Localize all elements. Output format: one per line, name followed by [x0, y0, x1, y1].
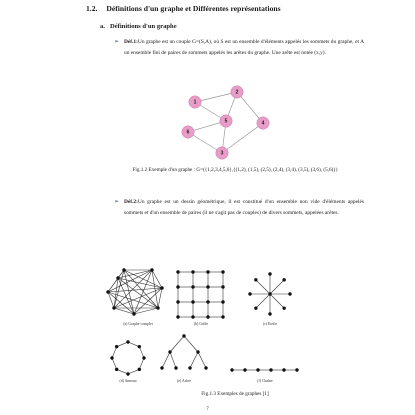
- ring-node: [138, 345, 141, 348]
- grid-node: [221, 315, 224, 318]
- grid-node: [206, 285, 209, 288]
- ring-edge: [117, 342, 128, 347]
- figure-1-caption: Fig.1.2 Exemple d'un graphe : G=({1,2,3,4,5,6},{(1,2), (1,5), (2,5), (2,4), (3,4), (3,5), (3,6), (5,6)}): [132, 167, 338, 173]
- star-edge: [270, 294, 284, 308]
- ring-edge: [112, 358, 117, 369]
- star-edge: [270, 280, 284, 294]
- grid-node: [191, 270, 194, 273]
- grid-node: [221, 300, 224, 303]
- ring-node: [126, 372, 129, 375]
- section-number: 1.2.: [86, 4, 98, 13]
- chain-graph-label: (f) Chaîne: [257, 379, 273, 383]
- vertex-label-6: 6: [186, 129, 190, 136]
- definition-1-label: Déf.1:: [124, 39, 138, 45]
- complete-graph-label: (a) Graphe complet: [123, 322, 153, 326]
- star-graph-label: (c) Etoile: [262, 322, 278, 326]
- tree-node: [196, 350, 199, 353]
- ring-node: [115, 368, 118, 371]
- ring-node: [110, 356, 113, 359]
- kn-edge: [134, 288, 162, 314]
- tree-edge: [170, 352, 176, 368]
- star-node: [282, 278, 285, 281]
- tree-graph: [160, 334, 207, 383]
- grid-node: [176, 270, 179, 273]
- chain-node: [269, 368, 272, 371]
- tree-node: [188, 366, 191, 369]
- star-edge: [256, 294, 270, 308]
- chain-node: [230, 368, 233, 371]
- grid-node: [191, 315, 194, 318]
- tree-node: [174, 366, 177, 369]
- graph-figure-1: [178, 86, 278, 164]
- page-number: 7: [206, 407, 209, 412]
- kn-node: [150, 268, 153, 271]
- kn-edge: [114, 308, 134, 314]
- tree-edge: [190, 352, 198, 368]
- section-heading: [86, 4, 281, 13]
- ring-node: [142, 356, 145, 359]
- graph-edge-3-4: [222, 123, 263, 153]
- grid-node: [176, 315, 179, 318]
- tree-edge: [198, 352, 206, 368]
- ring-edge: [128, 342, 139, 347]
- subsection-title: Définitions d'un graphe: [109, 23, 177, 30]
- tree-graph-label: (e) Arbre: [177, 379, 191, 383]
- grid-node: [221, 285, 224, 288]
- grid-node: [206, 300, 209, 303]
- kn-edge: [124, 270, 134, 314]
- vertex-label-1: 1: [193, 99, 197, 106]
- section-title: Définitions d'un graphe et Différentes représentations: [106, 4, 281, 13]
- kn-node: [160, 286, 163, 289]
- star-node: [254, 306, 257, 309]
- star-node: [268, 312, 271, 315]
- vertex-label-2: 2: [235, 89, 239, 96]
- kn-node: [116, 276, 119, 279]
- star-node: [248, 292, 251, 295]
- chain-node: [243, 368, 246, 371]
- chain-node: [282, 368, 285, 371]
- star-node: [268, 292, 271, 295]
- tree-node: [182, 334, 185, 337]
- grid-node: [206, 315, 209, 318]
- grid-node: [191, 300, 194, 303]
- ring-edge: [139, 358, 144, 369]
- tree-node: [160, 366, 163, 369]
- tree-node: [204, 366, 207, 369]
- arrow-bullet-icon: ➢: [114, 39, 120, 45]
- star-graph: [248, 272, 291, 326]
- grid-node: [191, 285, 194, 288]
- vertex-label-4: 4: [261, 120, 265, 127]
- tree-edge: [184, 336, 198, 352]
- kn-node: [132, 312, 135, 315]
- tree-edge: [170, 336, 184, 352]
- subsection-letter: a.: [100, 23, 105, 30]
- graph-examples-figure: [100, 262, 330, 387]
- kn-node: [156, 306, 159, 309]
- grid-node: [206, 270, 209, 273]
- grid-node: [176, 285, 179, 288]
- kn-node: [106, 290, 109, 293]
- star-node: [254, 278, 257, 281]
- star-edge: [256, 280, 270, 294]
- ring-edge: [139, 347, 144, 358]
- star-node: [268, 272, 271, 275]
- definition-1-text: Un graphe est un couple G=(S,A), où S est un ensemble d'éléments appelés les sommets du graphe, et A un ensemble fini de paires de sommets appelés les arêtes du graphe. Une arête est notée (x,y).: [124, 39, 364, 56]
- kn-node: [112, 306, 115, 309]
- ring-node: [126, 340, 129, 343]
- ring-graph-label: (d) Anneau: [119, 379, 137, 383]
- grid-graph-label: (b) Grille: [193, 322, 209, 326]
- star-node: [288, 292, 291, 295]
- tree-edge: [162, 352, 170, 368]
- definition-2: [114, 197, 364, 218]
- grid-node: [176, 300, 179, 303]
- figure-2-caption: Fig.1.3 Exemples de graphes [1]: [201, 391, 269, 397]
- ring-node: [115, 345, 118, 348]
- ring-edge: [128, 369, 139, 374]
- ring-edge: [117, 369, 128, 374]
- subsection-heading: [100, 23, 177, 30]
- chain-graph: [230, 368, 298, 383]
- ring-graph: [110, 340, 145, 383]
- tree-node: [168, 350, 171, 353]
- graph-edge-1-2: [195, 92, 237, 102]
- definition-2-label: Déf.2:: [124, 199, 138, 205]
- complete-graph: [106, 268, 163, 326]
- ring-edge: [112, 347, 117, 358]
- star-node: [282, 306, 285, 309]
- chain-node: [295, 368, 298, 371]
- kn-node: [122, 268, 125, 271]
- arrow-bullet-icon: ➢: [114, 199, 120, 205]
- vertex-label-5: 5: [224, 118, 228, 125]
- ring-node: [138, 368, 141, 371]
- kn-edge: [114, 270, 124, 308]
- vertex-label-3: 3: [220, 150, 224, 157]
- definition-2-text: Un graphe est un dessin géométrique, il est constitué d'un ensemble non vide d'éléments appelés sommets et d'un ensemble de paires (il ne s'agit pas de couples) de divers sommets, appelées arêtes.: [124, 199, 364, 216]
- grid-node: [221, 270, 224, 273]
- definition-1: [114, 37, 364, 58]
- chain-node: [256, 368, 259, 371]
- grid-graph: [176, 270, 224, 326]
